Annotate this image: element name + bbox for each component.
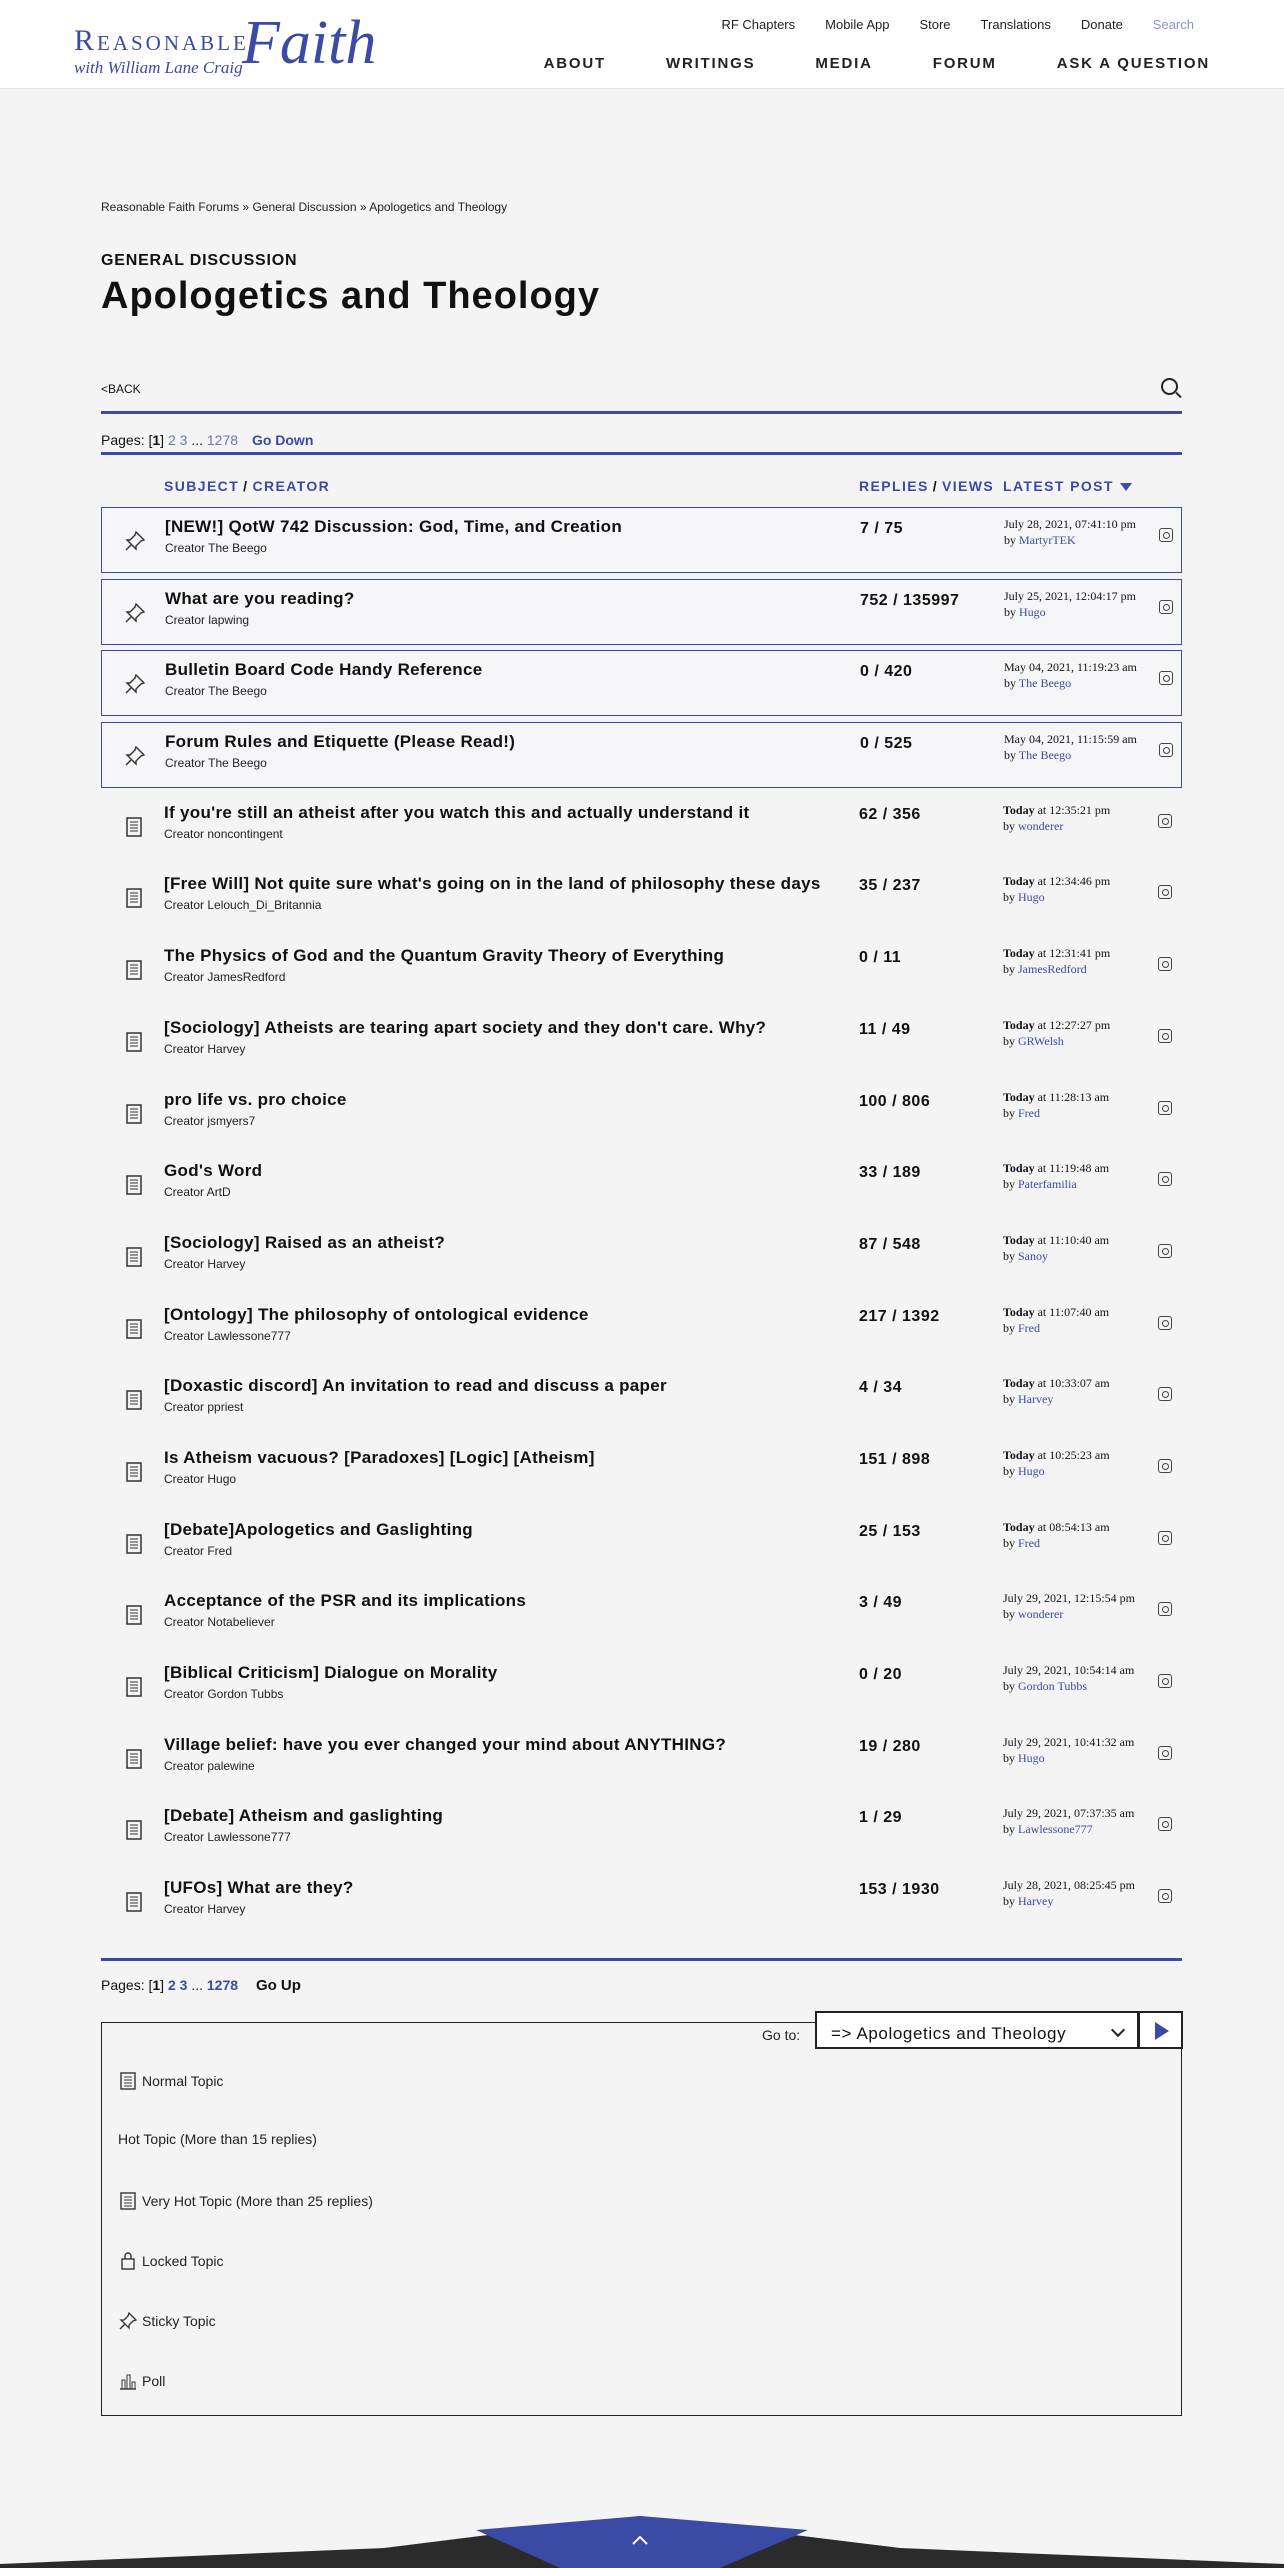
go-to-last-post-icon[interactable] bbox=[1158, 957, 1172, 971]
latest-post bbox=[1003, 945, 1110, 977]
normal-topic-icon bbox=[123, 1031, 145, 1053]
topic-replies-views: 0 / 20 bbox=[859, 1666, 903, 1683]
latest-date: May 04, 2021, 11:15:59 am bbox=[1004, 732, 1137, 747]
normal-topic-icon bbox=[123, 1891, 145, 1913]
page-link-3[interactable]: 3 bbox=[179, 1977, 188, 1993]
go-to-last-post-icon[interactable] bbox=[1159, 600, 1173, 614]
pages-label: Pages: bbox=[101, 1977, 145, 1993]
topic-legend bbox=[101, 2022, 1182, 2416]
page-link-3[interactable]: 3 bbox=[179, 432, 188, 448]
topic-replies-views: 217 / 1392 bbox=[859, 1307, 940, 1325]
sort-latest-post[interactable]: LATEST POST bbox=[1003, 478, 1114, 494]
latest-post-author[interactable]: Hugo bbox=[1019, 604, 1046, 619]
go-to-last-post-icon[interactable] bbox=[1159, 528, 1173, 542]
topic-subject-link[interactable]: [Doxastic discord] An invitation to read and discuss a paper bbox=[164, 1376, 667, 1396]
page-link-2[interactable]: 2 bbox=[167, 432, 176, 448]
normal-topic-icon bbox=[123, 887, 145, 909]
latest-date: July 29, 2021, 10:41:32 am bbox=[1003, 1734, 1135, 1749]
topic-creator: Creator Harvey bbox=[164, 1256, 246, 1271]
topic-creator: Creator JamesRedford bbox=[164, 970, 286, 985]
latest-post-author[interactable]: Sanoy bbox=[1018, 1248, 1048, 1263]
sort-views[interactable]: VIEWS bbox=[942, 478, 995, 494]
topic-creator: Creator ppriest bbox=[164, 1400, 244, 1415]
topic-subject-link[interactable]: [Ontology] The philosophy of ontological evidence bbox=[164, 1304, 589, 1324]
topic-row[interactable] bbox=[101, 1367, 1182, 1433]
breadcrumb-sep: » bbox=[242, 200, 250, 214]
topic-row[interactable] bbox=[101, 1869, 1182, 1935]
topic-subject-link[interactable]: [Debate]Apologetics and Gaslighting bbox=[164, 1519, 473, 1539]
topic-row[interactable] bbox=[101, 1654, 1182, 1720]
topic-subject-link[interactable]: If you're still an atheist after you watch this and actually understand it bbox=[164, 802, 750, 822]
topic-subject-link[interactable]: Acceptance of the PSR and its implications bbox=[164, 1591, 527, 1611]
latest-post bbox=[1003, 1304, 1109, 1336]
legend-normal-topic: Normal Topic bbox=[118, 2071, 223, 2091]
topic-row[interactable] bbox=[101, 1439, 1182, 1505]
latest-date: July 28, 2021, 08:25:45 pm bbox=[1003, 1878, 1136, 1893]
topic-subject-link[interactable]: Forum Rules and Etiquette (Please Read!) bbox=[165, 732, 516, 752]
search-icon[interactable] bbox=[1161, 378, 1178, 395]
by-label: by bbox=[1003, 1033, 1015, 1048]
go-to-last-post-icon[interactable] bbox=[1158, 1101, 1172, 1115]
latest-today: Today bbox=[1003, 1161, 1035, 1176]
topic-replies-views: 19 / 280 bbox=[859, 1737, 921, 1755]
breadcrumb-board[interactable]: Apologetics and Theology bbox=[369, 200, 508, 214]
topic-subject-link[interactable]: [Debate] Atheism and gaslighting bbox=[164, 1806, 444, 1826]
topic-creator: Creator Notabeliever bbox=[164, 1615, 275, 1630]
normal-topic-icon bbox=[123, 1461, 145, 1483]
topic-creator: Creator The Beego bbox=[165, 756, 267, 771]
category-label: GENERAL DISCUSSION bbox=[101, 252, 298, 269]
pin-icon bbox=[118, 2311, 138, 2331]
by-label: by bbox=[1004, 676, 1016, 691]
by-label: by bbox=[1003, 1607, 1015, 1622]
legend-sticky-topic: Sticky Topic bbox=[118, 2311, 216, 2331]
topic-creator: Creator The Beego bbox=[165, 541, 267, 555]
page-title: Apologetics and Theology bbox=[101, 275, 601, 317]
topic-row[interactable] bbox=[101, 1081, 1182, 1147]
latest-post bbox=[1003, 1089, 1109, 1121]
goto-label: Go to: bbox=[762, 2027, 801, 2043]
back-bar bbox=[101, 370, 1182, 414]
topic-row[interactable] bbox=[101, 1296, 1182, 1362]
logo-subtitle: with William Lane Craig bbox=[74, 58, 243, 77]
topic-row[interactable] bbox=[101, 1009, 1182, 1075]
latest-post-author[interactable]: Gordon Tubbs bbox=[1018, 1679, 1088, 1693]
site-header bbox=[0, 0, 1284, 89]
latest-today: Today bbox=[1003, 1519, 1035, 1534]
topic-subject-link[interactable]: [UFOs] What are they? bbox=[164, 1878, 354, 1898]
by-label: by bbox=[1003, 1463, 1015, 1478]
normal-topic-icon bbox=[123, 1318, 145, 1340]
topic-subject-link[interactable]: pro life vs. pro choice bbox=[164, 1089, 347, 1109]
latest-post bbox=[1003, 1734, 1134, 1766]
latest-date: July 29, 2021, 07:37:35 am bbox=[1003, 1806, 1135, 1821]
legend-very-hot-topic: Very Hot Topic (More than 25 replies) bbox=[118, 2191, 373, 2211]
by-label: by bbox=[1003, 1392, 1015, 1407]
by-label: by bbox=[1003, 1248, 1015, 1263]
page-ellipsis: ... bbox=[191, 1977, 203, 1993]
poll-icon bbox=[118, 2371, 138, 2391]
go-to-last-post-icon[interactable] bbox=[1158, 1674, 1172, 1688]
topic-replies-views: 4 / 34 bbox=[859, 1379, 903, 1397]
latest-post-author[interactable]: Hugo bbox=[1018, 1463, 1045, 1478]
latest-post-author[interactable]: The Beego bbox=[1018, 676, 1072, 691]
latest-post bbox=[1003, 1447, 1110, 1479]
latest-time: at 11:19:48 am bbox=[1037, 1161, 1110, 1176]
top-links bbox=[721, 17, 1194, 32]
topic-creator: Creator Lelouch_Di_Britannia bbox=[164, 898, 322, 913]
breadcrumb-sep: » bbox=[359, 200, 367, 214]
go-to-last-post-icon[interactable] bbox=[1158, 885, 1172, 899]
topic-replies-views: 7 / 75 bbox=[860, 520, 904, 537]
pin-icon bbox=[124, 745, 146, 767]
by-label: by bbox=[1003, 1750, 1015, 1765]
normal-topic-icon bbox=[118, 2071, 138, 2091]
topic-list bbox=[101, 507, 1182, 1941]
go-to-last-post-icon[interactable] bbox=[1158, 1172, 1172, 1186]
top-link-store[interactable]: Store bbox=[919, 17, 951, 32]
latest-post-author[interactable]: wonderer bbox=[1018, 1607, 1064, 1622]
go-to-last-post-icon[interactable] bbox=[1159, 743, 1173, 757]
latest-time: at 12:35:21 pm bbox=[1037, 802, 1111, 817]
latest-time: at 11:28:13 am bbox=[1037, 1089, 1110, 1104]
topic-replies-views: 100 / 806 bbox=[859, 1092, 931, 1110]
topic-subject-link[interactable]: [Sociology] Raised as an atheist? bbox=[164, 1232, 446, 1252]
latest-today: Today bbox=[1003, 946, 1035, 961]
topic-replies-views: 3 / 49 bbox=[859, 1594, 903, 1612]
latest-time: at 12:34:46 pm bbox=[1037, 874, 1111, 889]
topic-creator: Creator palewine bbox=[164, 1758, 255, 1773]
go-up-link[interactable]: Go Up bbox=[255, 1977, 301, 1994]
topic-table-header: SUBJECT / CREATOR REPLIES / VIEWS LATEST POST bbox=[101, 478, 1182, 498]
topic-creator: Creator Harvey bbox=[164, 1041, 246, 1056]
topic-creator: Creator Hugo bbox=[164, 1471, 237, 1486]
normal-topic-icon bbox=[123, 1174, 145, 1196]
normal-topic-icon bbox=[123, 1676, 145, 1698]
go-to-last-post-icon[interactable] bbox=[1158, 1029, 1172, 1043]
latest-post-author[interactable]: The Beego bbox=[1018, 748, 1072, 763]
sort-subject[interactable]: SUBJECT bbox=[164, 478, 240, 494]
topic-replies-views: 35 / 237 bbox=[859, 877, 921, 895]
by-label: by bbox=[1003, 1822, 1015, 1837]
normal-topic-icon bbox=[123, 1389, 145, 1411]
legend-hot-topic: Hot Topic (More than 15 replies) bbox=[118, 2131, 317, 2147]
normal-topic-icon bbox=[123, 1533, 145, 1555]
go-down-link[interactable]: Go Down bbox=[251, 432, 314, 448]
topic-row[interactable] bbox=[101, 937, 1182, 1003]
by-label: by bbox=[1003, 1320, 1015, 1335]
page-link-2[interactable]: 2 bbox=[167, 1977, 176, 1993]
latest-today: Today bbox=[1003, 802, 1035, 817]
breadcrumb-general-discussion[interactable]: General Discussion bbox=[252, 200, 357, 214]
nav-ask-a-question[interactable]: ASK A QUESTION bbox=[1056, 55, 1210, 72]
chevron-down-icon bbox=[1111, 2023, 1125, 2037]
topic-subject-link[interactable]: Village belief: have you ever changed your mind about ANYTHING? bbox=[164, 1734, 727, 1754]
main-nav bbox=[544, 55, 1210, 72]
go-to-last-post-icon[interactable] bbox=[1158, 1387, 1172, 1401]
topic-creator: Creator noncontingent bbox=[164, 826, 283, 841]
by-label: by bbox=[1004, 533, 1016, 547]
site-footer bbox=[0, 2500, 1284, 2568]
topic-creator: Creator Lawlessone777 bbox=[164, 1830, 291, 1845]
normal-topic-icon bbox=[123, 1103, 145, 1125]
pages-label: Pages: bbox=[101, 432, 145, 448]
top-link-donate[interactable]: Donate bbox=[1080, 17, 1123, 32]
pin-icon bbox=[124, 602, 146, 624]
latest-time: at 11:10:40 am bbox=[1037, 1232, 1110, 1247]
topic-creator: Creator The Beego bbox=[165, 684, 267, 699]
topic-subject-link[interactable]: God's Word bbox=[164, 1161, 263, 1181]
nav-writings[interactable]: WRITINGS bbox=[665, 55, 756, 72]
search-input[interactable]: Search bbox=[1152, 17, 1194, 32]
by-label: by bbox=[1003, 1894, 1015, 1909]
latest-post-author[interactable]: Lawlessone777 bbox=[1018, 1822, 1093, 1837]
topic-replies-views: 87 / 548 bbox=[859, 1235, 921, 1253]
page-current: 1 bbox=[152, 1977, 161, 1993]
logo-brand-text: Reasonable bbox=[74, 24, 249, 57]
latest-date: July 29, 2021, 10:54:14 am bbox=[1003, 1663, 1135, 1677]
latest-today: Today bbox=[1003, 1304, 1035, 1319]
latest-today: Today bbox=[1003, 874, 1035, 889]
latest-post bbox=[1003, 1877, 1135, 1909]
top-link-rf-chapters[interactable]: RF Chapters bbox=[721, 17, 796, 32]
topic-row[interactable] bbox=[101, 1224, 1182, 1290]
by-label: by bbox=[1003, 962, 1015, 977]
topic-row[interactable] bbox=[101, 1582, 1182, 1648]
breadcrumb-forums[interactable]: Reasonable Faith Forums bbox=[101, 200, 240, 214]
topic-subject-link[interactable]: [Sociology] Atheists are tearing apart society and they don't care. Why? bbox=[164, 1017, 767, 1037]
latest-date: July 28, 2021, 07:41:10 pm bbox=[1004, 517, 1137, 531]
legend-locked-topic: Locked Topic bbox=[118, 2251, 223, 2271]
normal-topic-icon bbox=[123, 816, 145, 838]
latest-post bbox=[1004, 588, 1136, 620]
topic-creator: Creator Fred bbox=[164, 1543, 233, 1558]
by-label: by bbox=[1004, 604, 1016, 619]
page-ellipsis: ... bbox=[191, 432, 203, 448]
go-to-last-post-icon[interactable] bbox=[1159, 671, 1173, 685]
sort-creator[interactable]: CREATOR bbox=[252, 478, 331, 494]
topic-creator: Creator Gordon Tubbs bbox=[164, 1687, 284, 1701]
footer-background bbox=[0, 2500, 1284, 2568]
by-label: by bbox=[1003, 1679, 1015, 1693]
topic-creator: Creator jsmyers7 bbox=[164, 1113, 256, 1128]
topic-subject-link[interactable]: [NEW!] QotW 742 Discussion: God, Time, and Creation bbox=[165, 517, 623, 536]
latest-post bbox=[1003, 1805, 1134, 1837]
topic-row[interactable] bbox=[101, 1726, 1182, 1792]
latest-post-author[interactable]: JamesRedford bbox=[1018, 962, 1087, 977]
latest-post-author[interactable]: Hugo bbox=[1018, 890, 1045, 905]
normal-topic-icon bbox=[123, 959, 145, 981]
nav-about[interactable]: ABOUT bbox=[543, 55, 606, 72]
topic-subject-link[interactable]: What are you reading? bbox=[165, 588, 355, 608]
go-to-last-post-icon[interactable] bbox=[1158, 1459, 1172, 1473]
pin-icon bbox=[124, 530, 146, 552]
go-to-last-post-icon[interactable] bbox=[1158, 1817, 1172, 1831]
pagination-top: Pages: [1] 2 3 ... 1278 Go Down bbox=[101, 411, 1182, 455]
breadcrumb bbox=[101, 200, 507, 214]
very-hot-topic-icon bbox=[118, 2191, 138, 2211]
page-current: 1 bbox=[152, 432, 161, 448]
latest-time: at 10:33:07 am bbox=[1037, 1376, 1110, 1391]
topic-row[interactable] bbox=[101, 507, 1182, 573]
topic-row[interactable] bbox=[101, 579, 1182, 645]
topic-replies-views: 752 / 135997 bbox=[860, 591, 960, 609]
legend-poll: Poll bbox=[118, 2371, 165, 2391]
latest-date: May 04, 2021, 11:19:23 am bbox=[1004, 660, 1137, 675]
goto-submit-button[interactable] bbox=[1138, 2011, 1183, 2049]
go-to-last-post-icon[interactable] bbox=[1158, 1244, 1172, 1258]
top-link-mobile-app[interactable]: Mobile App bbox=[825, 17, 890, 32]
latest-post bbox=[1004, 731, 1137, 763]
by-label: by bbox=[1003, 1535, 1015, 1550]
latest-post-author[interactable]: GRWelsh bbox=[1018, 1033, 1064, 1048]
topic-replies-views: 1 / 29 bbox=[859, 1809, 903, 1827]
by-label: by bbox=[1003, 1105, 1015, 1120]
topic-replies-views: 25 / 153 bbox=[859, 1522, 921, 1540]
sort-desc-icon bbox=[1120, 483, 1132, 491]
latest-post bbox=[1003, 1662, 1134, 1694]
topic-row[interactable] bbox=[101, 1797, 1182, 1863]
back-link[interactable]: <BACK bbox=[101, 382, 141, 396]
topic-row[interactable] bbox=[101, 1152, 1182, 1218]
latest-post bbox=[1003, 1590, 1135, 1622]
latest-post bbox=[1003, 1375, 1110, 1407]
normal-topic-icon bbox=[123, 1819, 145, 1841]
go-to-last-post-icon[interactable] bbox=[1158, 1746, 1172, 1760]
topic-row[interactable] bbox=[101, 865, 1182, 931]
topic-replies-views: 33 / 189 bbox=[859, 1164, 921, 1182]
go-to-last-post-icon[interactable] bbox=[1158, 1602, 1172, 1616]
page-link-last[interactable]: 1278 bbox=[206, 1977, 239, 1993]
topic-creator: Creator Lawlessone777 bbox=[164, 1328, 291, 1343]
topic-replies-views: 0 / 525 bbox=[860, 735, 913, 753]
latest-today: Today bbox=[1003, 1376, 1035, 1391]
page-link-last[interactable]: 1278 bbox=[206, 432, 239, 448]
latest-today: Today bbox=[1003, 1089, 1035, 1104]
topic-subject-link[interactable]: [Biblical Criticism] Dialogue on Morality bbox=[164, 1663, 498, 1682]
go-to-last-post-icon[interactable] bbox=[1158, 1531, 1172, 1545]
nav-media[interactable]: MEDIA bbox=[815, 55, 873, 72]
latest-date: July 29, 2021, 12:15:54 pm bbox=[1003, 1591, 1136, 1606]
latest-post-author[interactable]: MartyrTEK bbox=[1019, 533, 1076, 547]
topic-replies-views: 153 / 1930 bbox=[859, 1881, 940, 1899]
latest-time: at 12:31:41 pm bbox=[1037, 946, 1111, 961]
latest-post-author[interactable]: Paterfamilia bbox=[1018, 1177, 1077, 1192]
topic-row[interactable] bbox=[101, 794, 1182, 860]
topic-subject-link[interactable]: Is Atheism vacuous? [Paradoxes] [Logic] [Atheism] bbox=[164, 1447, 595, 1467]
pagination-bottom: Pages: [1] 2 3 ... 1278 Go Up bbox=[101, 1958, 1182, 2001]
latest-post-author[interactable]: Fred bbox=[1018, 1535, 1040, 1550]
latest-post-author[interactable]: Fred bbox=[1018, 1320, 1040, 1335]
topic-creator: Creator lapwing bbox=[165, 612, 250, 627]
latest-post bbox=[1004, 659, 1137, 691]
topic-replies-views: 11 / 49 bbox=[859, 1020, 911, 1038]
latest-post-author[interactable]: Fred bbox=[1018, 1105, 1040, 1120]
latest-time: at 10:25:23 am bbox=[1037, 1447, 1110, 1462]
latest-post-author[interactable]: Harvey bbox=[1018, 1392, 1054, 1407]
topic-creator: Creator ArtD bbox=[164, 1185, 231, 1200]
latest-time: at 12:27:27 pm bbox=[1037, 1017, 1111, 1032]
latest-post bbox=[1003, 802, 1110, 834]
topic-row[interactable] bbox=[101, 1511, 1182, 1577]
nav-forum[interactable]: FORUM bbox=[932, 55, 997, 72]
goto-selected-value: => Apologetics and Theology bbox=[831, 2024, 1067, 2043]
latest-post-author[interactable]: wonderer bbox=[1018, 818, 1064, 833]
normal-topic-icon bbox=[123, 1246, 145, 1268]
lock-icon bbox=[118, 2251, 138, 2271]
pin-icon bbox=[124, 673, 146, 695]
by-label: by bbox=[1003, 1177, 1015, 1192]
latest-post-author[interactable]: Hugo bbox=[1018, 1750, 1045, 1765]
latest-time: at 08:54:13 am bbox=[1037, 1519, 1110, 1534]
latest-today: Today bbox=[1003, 1232, 1035, 1247]
latest-post bbox=[1003, 1519, 1110, 1551]
goto-board-select[interactable] bbox=[815, 2011, 1139, 2049]
site-logo[interactable] bbox=[74, 8, 404, 78]
latest-post bbox=[1004, 516, 1136, 548]
topic-replies-views: 0 / 420 bbox=[860, 663, 913, 681]
by-label: by bbox=[1004, 748, 1016, 763]
topic-replies-views: 0 / 11 bbox=[859, 949, 902, 967]
go-to-last-post-icon[interactable] bbox=[1158, 814, 1172, 828]
sort-replies[interactable]: REPLIES bbox=[859, 478, 929, 494]
latest-post bbox=[1003, 1232, 1109, 1264]
latest-today: Today bbox=[1003, 1017, 1035, 1032]
go-to-last-post-icon[interactable] bbox=[1158, 1889, 1172, 1903]
latest-post bbox=[1003, 1017, 1110, 1049]
latest-post bbox=[1003, 1160, 1109, 1192]
topic-creator: Creator Harvey bbox=[164, 1902, 246, 1917]
logo-faith-script: Faith bbox=[242, 9, 377, 77]
latest-time: at 11:07:40 am bbox=[1037, 1304, 1110, 1319]
latest-post bbox=[1003, 873, 1110, 905]
topic-row[interactable] bbox=[101, 650, 1182, 716]
topic-replies-views: 62 / 356 bbox=[859, 805, 921, 823]
topic-subject-link[interactable]: [Free Will] Not quite sure what's going on in the land of philosophy these days bbox=[164, 874, 821, 894]
by-label: by bbox=[1003, 890, 1015, 905]
latest-date: July 25, 2021, 12:04:17 pm bbox=[1004, 588, 1137, 603]
by-label: by bbox=[1003, 818, 1015, 833]
latest-today: Today bbox=[1003, 1447, 1035, 1462]
topic-subject-link[interactable]: The Physics of God and the Quantum Gravity Theory of Everything bbox=[164, 946, 725, 966]
topic-replies-views: 151 / 898 bbox=[859, 1450, 931, 1468]
topic-subject-link[interactable]: Bulletin Board Code Handy Reference bbox=[165, 660, 483, 680]
normal-topic-icon bbox=[123, 1604, 145, 1626]
top-link-translations[interactable]: Translations bbox=[980, 17, 1051, 32]
latest-post-author[interactable]: Harvey bbox=[1018, 1894, 1054, 1909]
go-to-last-post-icon[interactable] bbox=[1158, 1316, 1172, 1330]
normal-topic-icon bbox=[123, 1748, 145, 1770]
topic-row[interactable] bbox=[101, 722, 1182, 788]
